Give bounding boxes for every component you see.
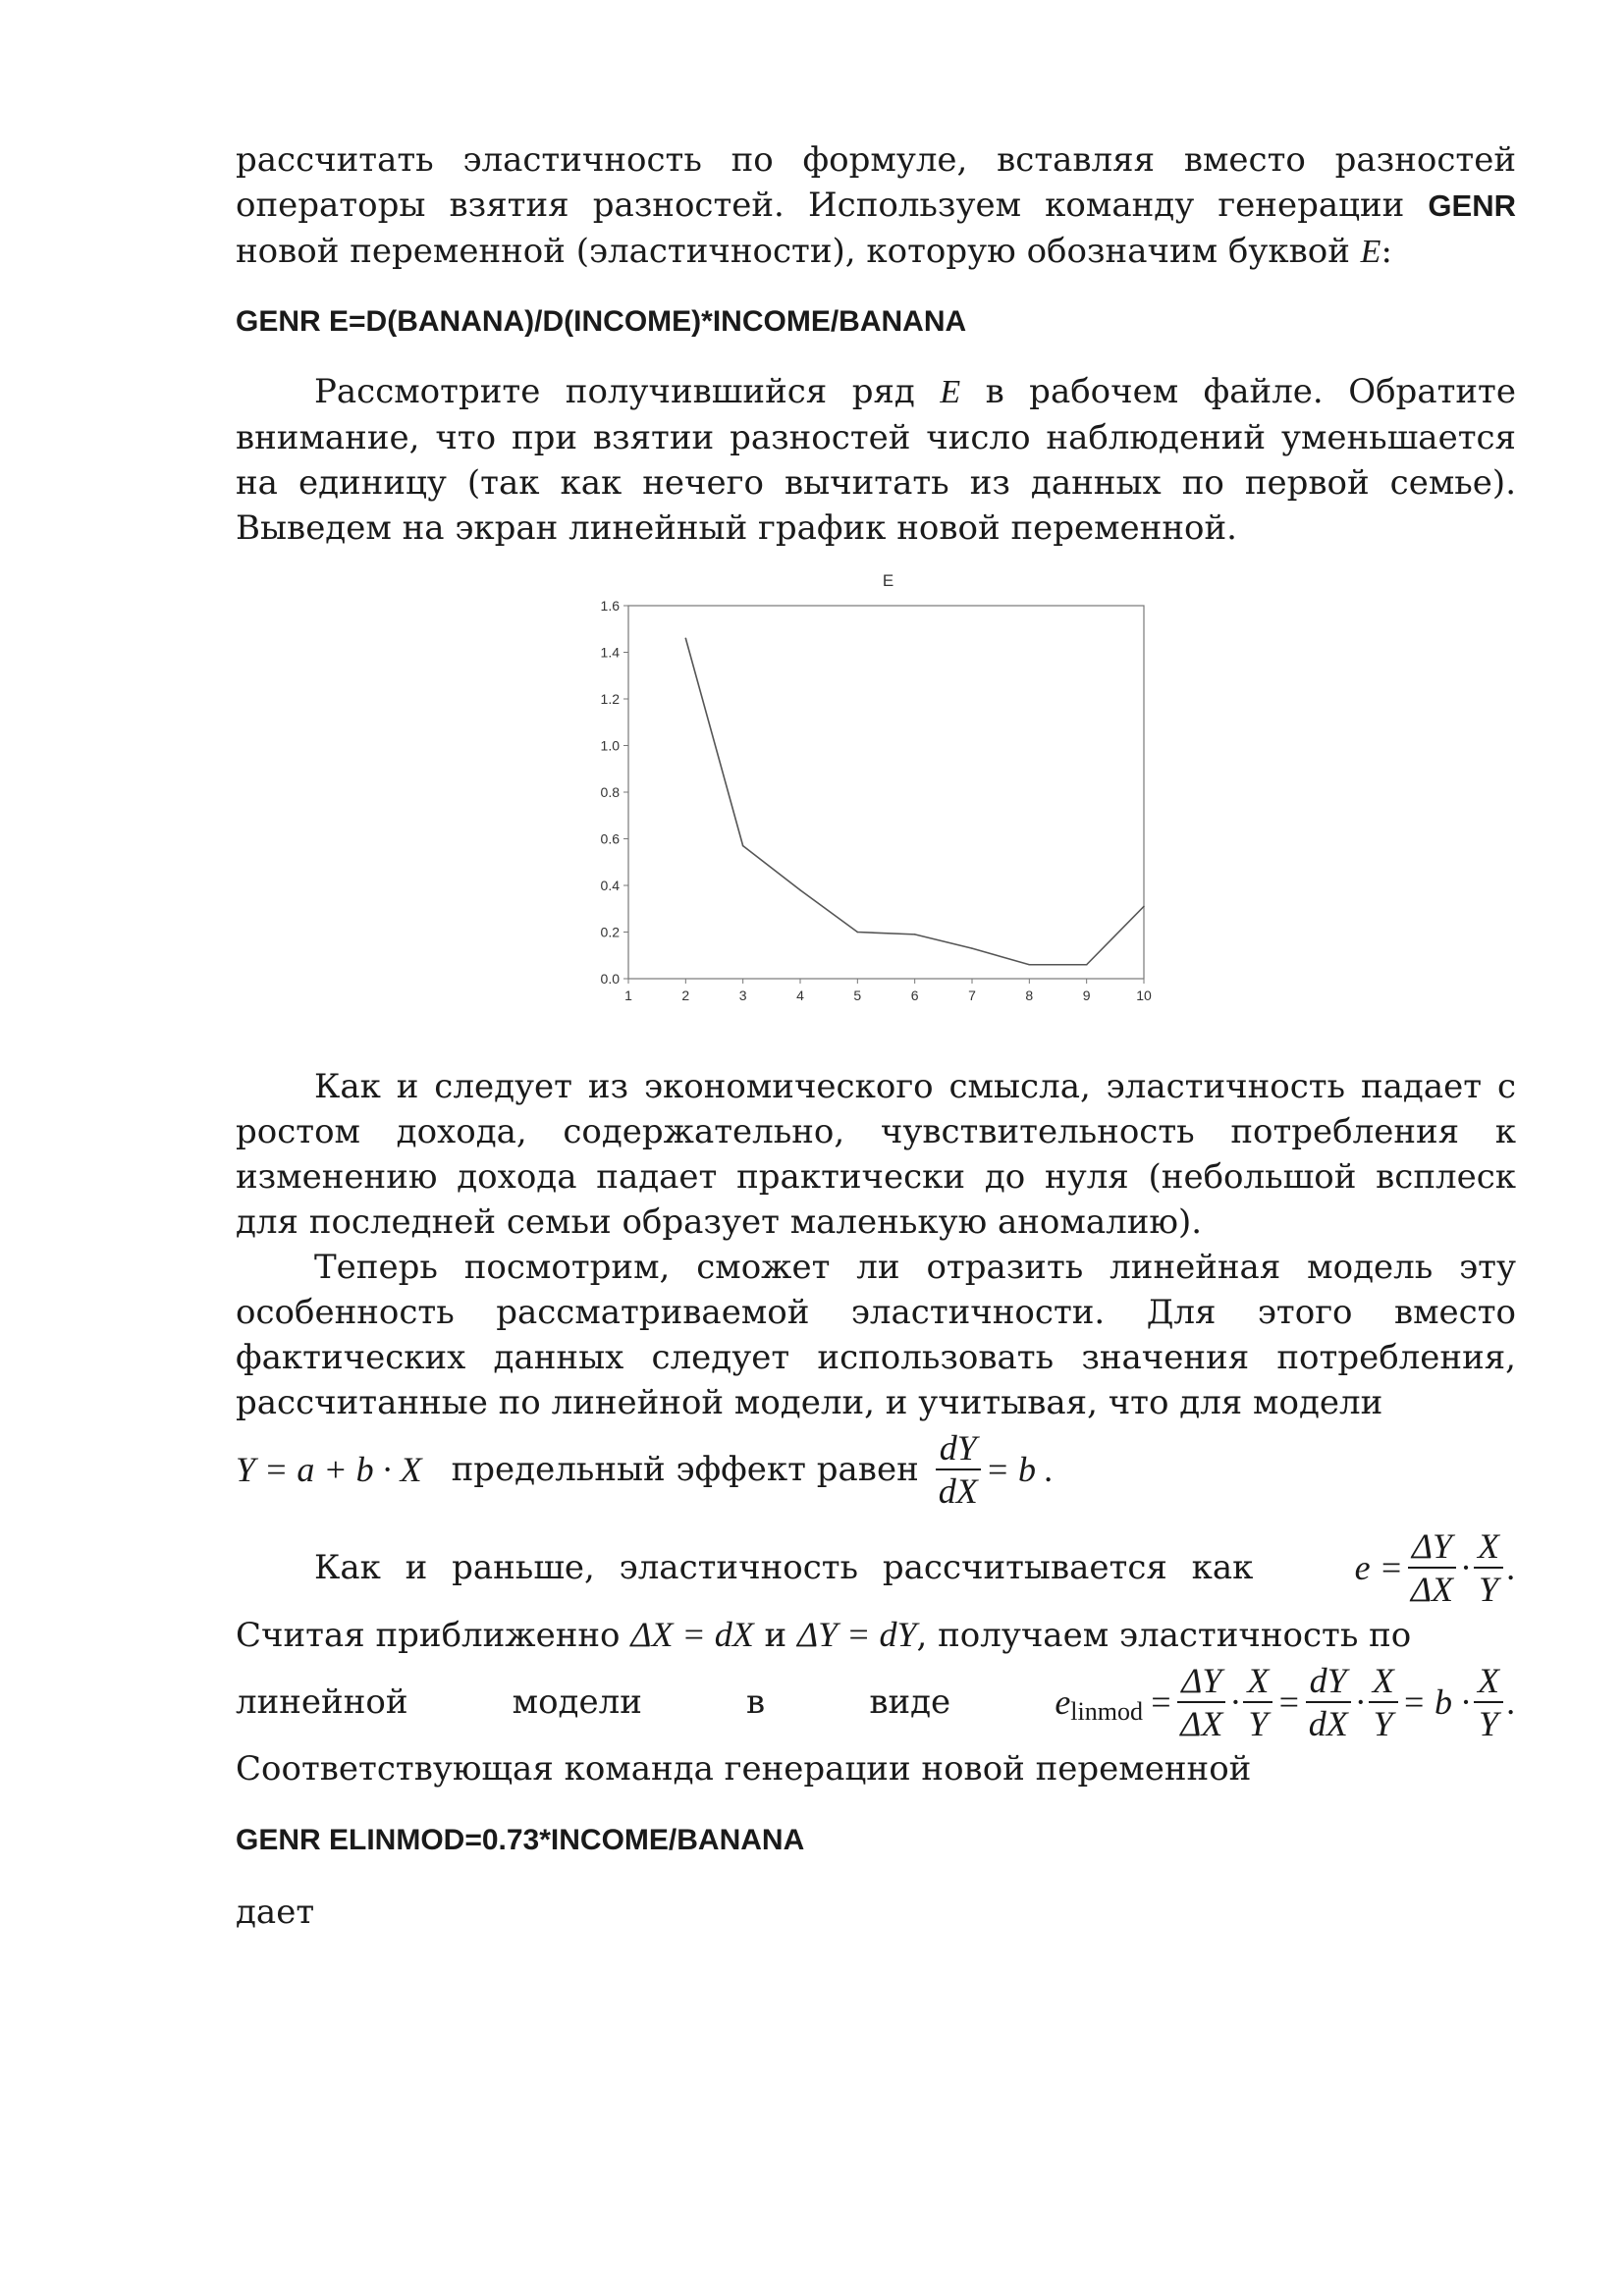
paragraph-5 [236, 1525, 1516, 1610]
fraction-numerator: X [1243, 1660, 1272, 1703]
y-tick-label: 1.0 [600, 737, 620, 754]
word-in: в [746, 1682, 766, 1722]
x-tick-label: 5 [853, 988, 862, 1003]
fraction-denominator: dX [1308, 1704, 1348, 1743]
paragraph-2-text-b: в рабочем файле. Обратите внимание, что при взятии разностей число наблюдений уменьшается на единицу (так как нечего вычитать из данных по первой семье). Выведем на экран линейный график новой переменной. [236, 372, 1516, 548]
delta-fraction [1176, 1660, 1226, 1744]
data-point [857, 932, 859, 934]
y-tick-label: 0.0 [600, 971, 620, 987]
fraction-denominator: Y [1373, 1704, 1393, 1743]
fraction-numerator: X [1474, 1525, 1503, 1569]
fraction-denominator: dX [938, 1471, 978, 1511]
fraction-numerator: dY [1306, 1660, 1351, 1703]
x-tick-label: 3 [738, 988, 747, 1003]
word-model: модели [512, 1682, 642, 1722]
paragraph-4: Теперь посмотрим, сможет ли отразить линейная модель эту особенность рассматриваемой эластичности. Для этого вместо фактических данных следует использовать значения потребления, рассчитанные по линейной модели, и учитывая, что для модели [236, 1248, 1516, 1422]
document-page [236, 137, 1516, 1935]
delta-x-eq: ΔX = dX [630, 1615, 754, 1654]
fraction-denominator: Y [1478, 1704, 1498, 1743]
paragraph-5-text: Как и раньше, эластичность рассчитывается как [314, 1548, 1254, 1587]
formula-period: . [1507, 1548, 1516, 1587]
variable-e: E [1360, 234, 1381, 270]
x-over-y-fraction [1369, 1660, 1398, 1744]
fraction-denominator: Y [1248, 1704, 1269, 1743]
y-tick-label: 0.4 [600, 878, 620, 893]
data-point [1143, 906, 1145, 908]
variable-e: E [940, 374, 961, 410]
paragraph-6-text-b: , получаем эластичность по [916, 1616, 1412, 1655]
x-tick-label: 10 [1136, 988, 1152, 1003]
multiplication-dot: · [1230, 1682, 1240, 1722]
equals-b: = b . [985, 1450, 1055, 1489]
paragraph-7 [236, 1660, 1516, 1744]
subscript-linmod: linmod [1070, 1697, 1143, 1726]
y-tick-label: 1.4 [600, 644, 620, 661]
derivative-fraction [1305, 1660, 1352, 1744]
formula-e: e [1055, 1682, 1071, 1722]
conjunction: и [753, 1616, 797, 1655]
fraction-numerator: dY [936, 1427, 981, 1470]
delta-fraction [1407, 1525, 1457, 1610]
word-form: виде [869, 1682, 951, 1722]
multiplication-dot: · [1355, 1682, 1365, 1722]
paragraph-9: дает [236, 1893, 315, 1932]
word-linear: линейной [236, 1682, 408, 1722]
marginal-effect-text: предельный эффект равен [451, 1450, 919, 1489]
fraction-denominator: Y [1478, 1570, 1499, 1609]
paragraph-1 [236, 137, 1516, 275]
data-point [1029, 964, 1031, 966]
paragraph-1-text-a: рассчитать эластичность по формуле, вставляя вместо разностей операторы взятия разностей. Используем команду генерации [236, 140, 1516, 225]
y-tick-label: 1.2 [600, 691, 620, 707]
x-over-y-fraction [1474, 1525, 1503, 1610]
formula-lhs: e = [1354, 1548, 1403, 1587]
x-tick-label: 9 [1082, 988, 1091, 1003]
command-genr-elinmod: GENR ELINMOD=0.73*INCOME/BANANA [236, 1824, 805, 1856]
multiplication-dot: · [1461, 1548, 1470, 1587]
y-tick-label: 0.2 [600, 924, 620, 940]
paragraph-3: Как и следует из экономического смысла, эластичность падает с ростом дохода, содержательно, чувствительность потребления к изменению дохода падает практически до нуля (небольшой всплеск для последней семьи образует маленькую аномалию). [236, 1067, 1516, 1242]
data-point [742, 845, 744, 847]
paragraph-6-text-a: Считая приближенно [236, 1616, 631, 1655]
equals-sign: = [1148, 1682, 1173, 1722]
delta-y-eq: ΔY = dY [797, 1615, 917, 1654]
equals-sign: = [1276, 1682, 1301, 1722]
x-tick-label: 8 [1025, 988, 1034, 1003]
fraction-numerator: ΔY [1408, 1525, 1456, 1569]
x-tick-label: 4 [796, 988, 804, 1003]
y-tick-label: 0.8 [600, 784, 620, 800]
series-line [685, 638, 1144, 965]
y-tick-label: 1.6 [600, 598, 620, 614]
linear-model-line [236, 1427, 1516, 1512]
dy-dx-fraction [935, 1427, 982, 1512]
x-tick-label: 7 [968, 988, 976, 1003]
chart-title: E [882, 571, 894, 590]
x-tick-label: 2 [681, 988, 690, 1003]
x-tick-label: 1 [624, 988, 632, 1003]
fraction-denominator: ΔX [1410, 1570, 1453, 1609]
paragraph-2 [236, 369, 1516, 551]
x-over-y-fraction [1243, 1660, 1272, 1744]
linear-model-formula: Y = a + b · X [236, 1450, 422, 1489]
b-times: = b · [1401, 1682, 1470, 1722]
elinmod-formula [1055, 1660, 1516, 1744]
fraction-numerator: X [1474, 1660, 1503, 1703]
paragraph-8: Соответствующая команда генерации новой переменной [236, 1749, 1252, 1789]
paragraph-6 [236, 1612, 1516, 1658]
data-point [685, 637, 687, 639]
formula-period: . [1506, 1682, 1516, 1722]
data-point [914, 934, 916, 935]
fraction-numerator: X [1369, 1660, 1398, 1703]
x-over-y-fraction [1474, 1660, 1503, 1744]
elasticity-chart-svg [236, 555, 1516, 1050]
data-point [1086, 964, 1088, 966]
x-tick-label: 6 [910, 988, 919, 1003]
paragraph-1-text-b: новой переменной (эластичности), которую обозначим буквой [236, 232, 1361, 271]
fraction-denominator: ΔX [1180, 1704, 1223, 1743]
plot-frame [628, 606, 1144, 979]
paragraph-2-text-a: Рассмотрите получившийся ряд [314, 372, 941, 411]
data-point [799, 889, 801, 891]
genr-keyword: GENR [1428, 188, 1516, 223]
command-genr-e: GENR E=D(BANANA)/D(INCOME)*INCOME/BANANA [236, 305, 967, 338]
elasticity-formula [1355, 1525, 1516, 1610]
y-tick-label: 0.6 [600, 830, 620, 847]
paragraph-1-colon: : [1380, 232, 1392, 271]
fraction-numerator: ΔY [1177, 1660, 1225, 1703]
elasticity-chart [236, 555, 1516, 1050]
data-point [971, 947, 973, 949]
